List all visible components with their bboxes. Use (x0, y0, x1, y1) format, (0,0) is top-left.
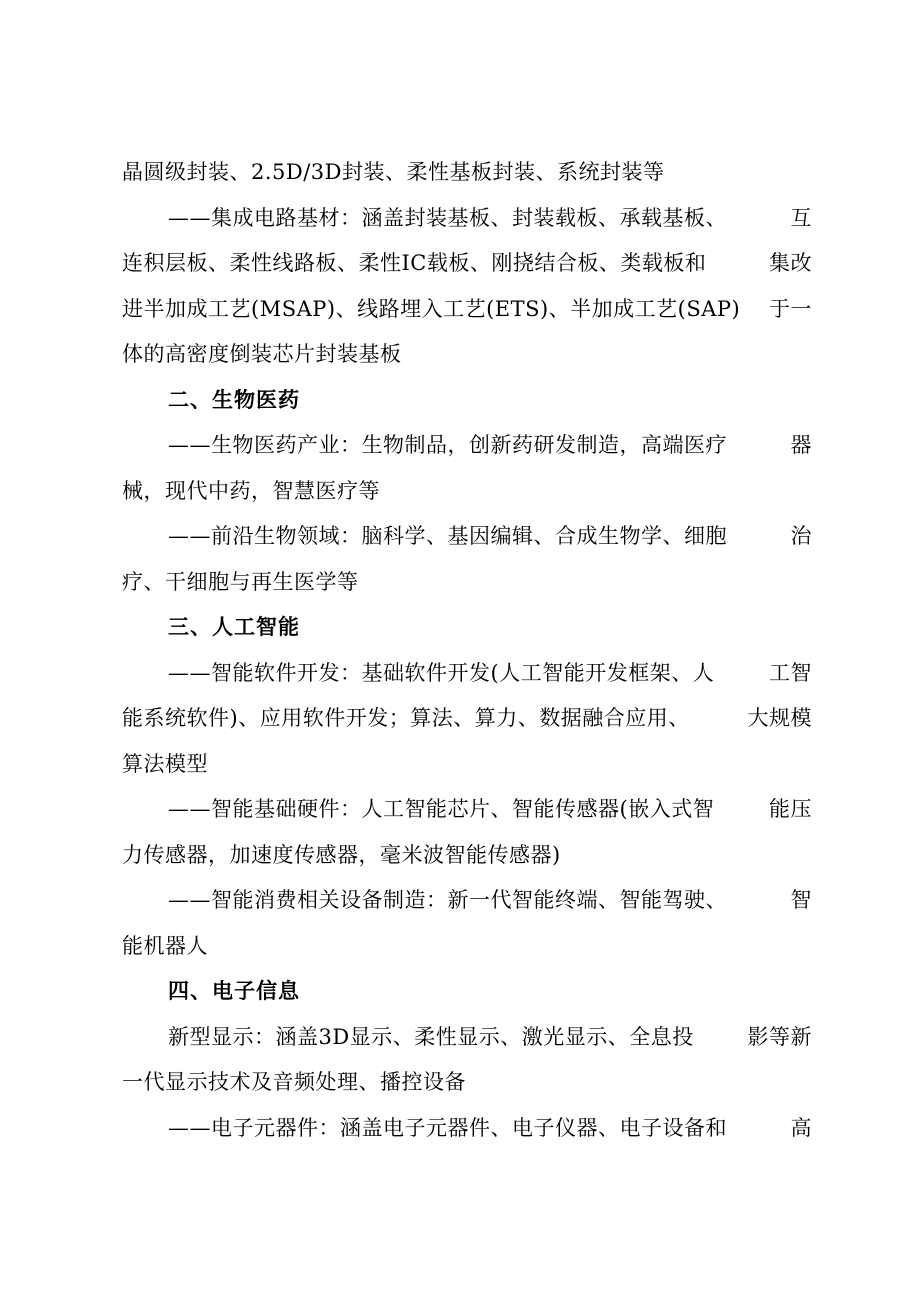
text-line (122, 1015, 812, 1061)
section-heading-ai (122, 605, 812, 651)
text-line (122, 651, 812, 697)
line-text: 一代显示技术及音频处理、播控设备 (122, 1070, 466, 1094)
heading-text: 二、生物医药 (168, 387, 300, 412)
line-tail: 集改 (769, 251, 812, 275)
line-text: ——智能软件开发：基础软件开发(人工智能开发框架、人 (168, 660, 715, 685)
line-text: 晶圆级封装、2.5D/3D封装、柔性基板封装、系统封装等 (122, 160, 665, 184)
line-text: 力传感器，加速度传感器，毫米波智能传感器) (122, 842, 561, 867)
line-text: 进半加成工艺(MSAP)、线路埋入工艺(ETS)、半加成工艺(SAP) (122, 296, 741, 321)
text-line (122, 787, 812, 833)
line-text: 能机器人 (122, 933, 208, 958)
text-line (122, 150, 812, 196)
text-line (122, 1106, 812, 1152)
heading-text: 四、电子信息 (168, 979, 300, 1003)
text-line (122, 878, 812, 924)
text-line (122, 332, 812, 378)
line-text: 新型显示：涵盖3D显示、柔性显示、激光显示、全息投 (168, 1024, 694, 1049)
document-body (122, 150, 812, 1151)
line-tail: 高 (790, 1115, 812, 1140)
line-text: ——集成电路基材：涵盖封装基板、封装载板、承载基板、 (168, 205, 727, 230)
line-tail: 工智 (769, 660, 812, 685)
line-text: 体的高密度倒装芯片封装基板 (122, 342, 402, 366)
line-text: 能系统软件)、应用软件开发；算法、算力、数据融合应用、 (122, 706, 690, 730)
line-text: 械，现代中药，智慧医疗等 (122, 478, 380, 503)
text-line (122, 196, 812, 242)
text-line (122, 742, 812, 788)
line-tail: 影等新 (747, 1024, 812, 1049)
text-line (122, 469, 812, 515)
text-line (122, 241, 812, 287)
text-line (122, 924, 812, 970)
line-text: ——生物医药产业：生物制品，创新药研发制造，高端医疗 (168, 433, 727, 457)
line-tail: 智 (790, 888, 812, 912)
line-text: ——电子元器件：涵盖电子元器件、电子仪器、电子设备和 (168, 1115, 727, 1140)
line-text: 连积层板、柔性线路板、柔性IC载板、刚挠结合板、类载板和 (122, 251, 707, 275)
line-text: 算法模型 (122, 751, 208, 776)
line-tail: 于一 (769, 296, 812, 321)
line-tail: 互 (790, 205, 812, 230)
line-tail: 器 (790, 433, 812, 457)
text-line (122, 287, 812, 333)
text-line (122, 833, 812, 879)
line-tail: 能压 (769, 797, 812, 821)
text-line (122, 423, 812, 469)
heading-text: 三、人工智能 (168, 615, 300, 639)
line-text: ——前沿生物领域：脑科学、基因编辑、合成生物学、细胞 (168, 524, 727, 548)
line-text: ——智能基础硬件：人工智能芯片、智能传感器(嵌入式智 (168, 797, 715, 821)
section-heading-biomedicine (122, 378, 812, 424)
line-text: ——智能消费相关设备制造：新一代智能终端、智能驾驶、 (168, 888, 727, 912)
section-heading-electronics (122, 969, 812, 1015)
line-text: 疗、干细胞与再生医学等 (122, 569, 359, 594)
text-line (122, 514, 812, 560)
text-line (122, 560, 812, 606)
text-line (122, 696, 812, 742)
text-line (122, 1060, 812, 1106)
line-tail: 大规模 (747, 706, 812, 730)
line-tail: 治 (790, 524, 812, 548)
